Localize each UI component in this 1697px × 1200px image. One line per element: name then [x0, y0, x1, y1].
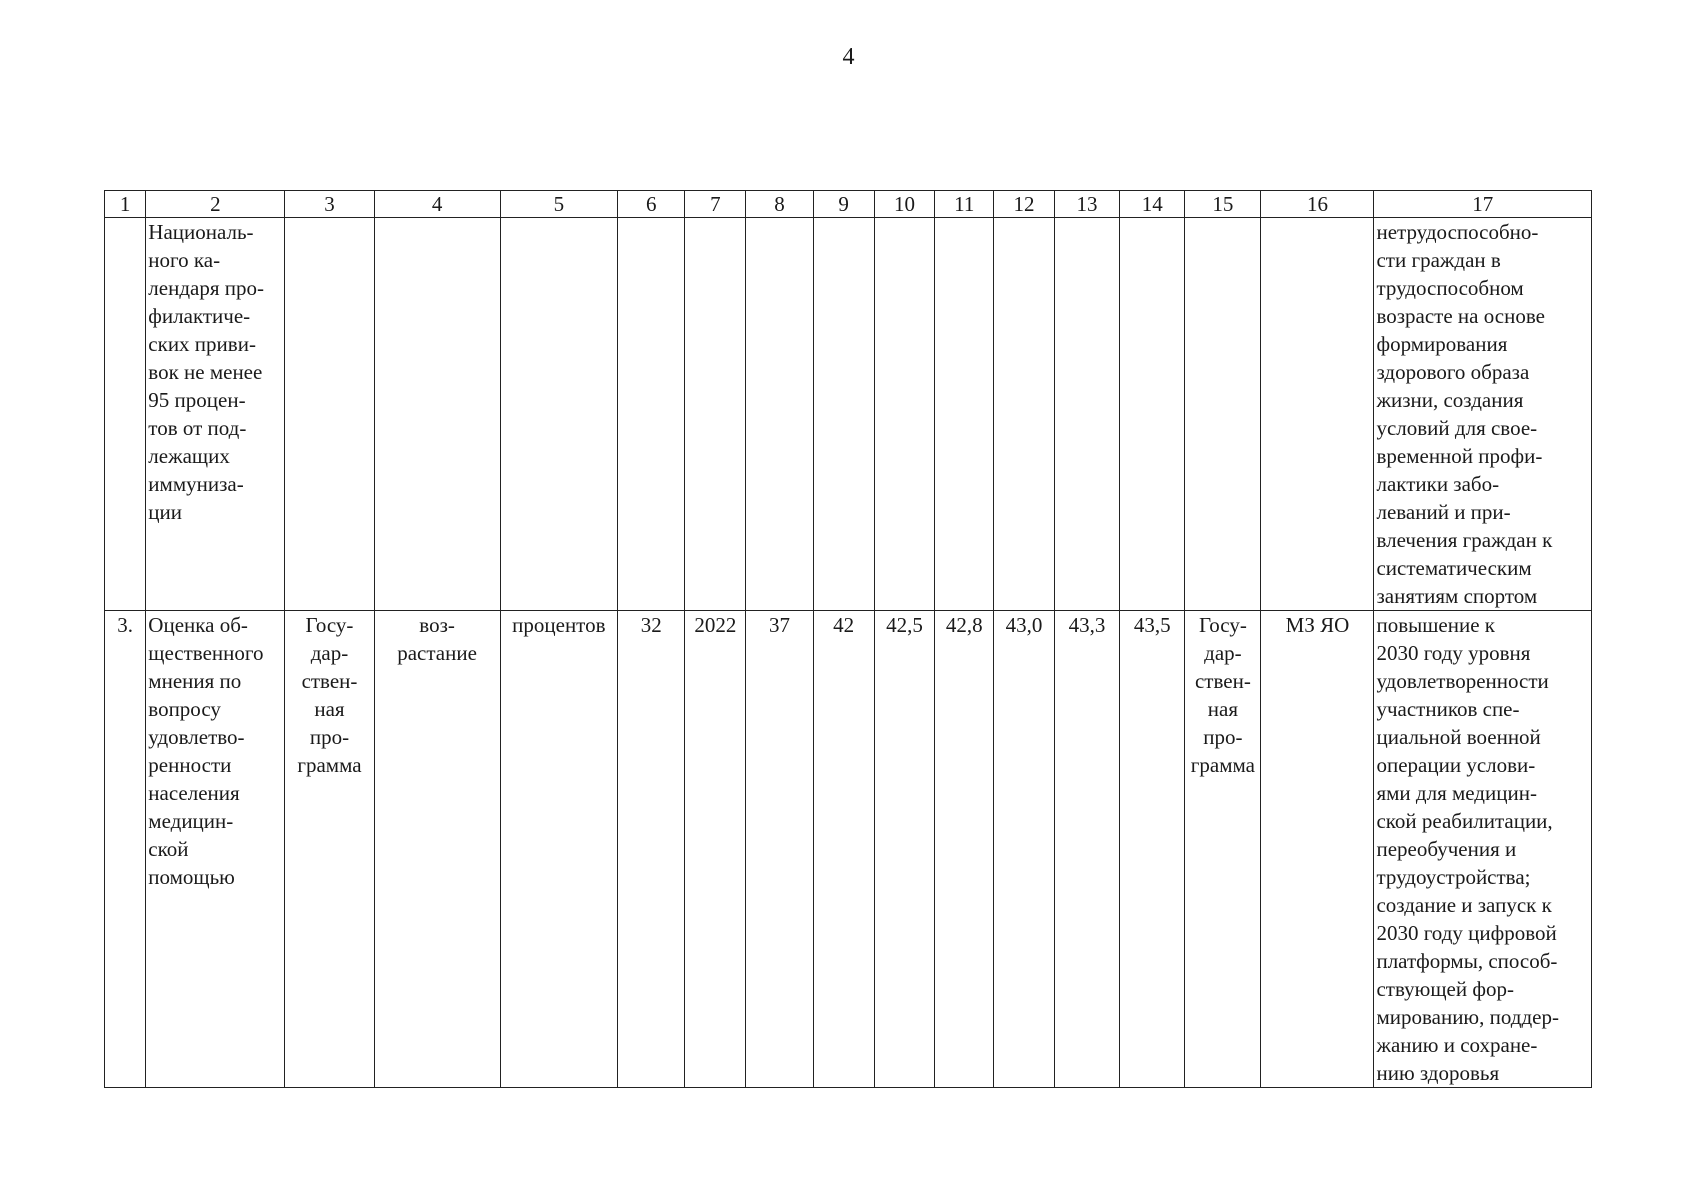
table-row [105, 611, 1592, 1088]
table-cell [874, 218, 935, 611]
column-header: 13 [1054, 191, 1119, 218]
value-cell: 43,0 [994, 611, 1055, 1088]
column-header: 12 [994, 191, 1055, 218]
table-cell [285, 218, 374, 611]
column-header: 10 [874, 191, 935, 218]
value-cell: 42,8 [935, 611, 994, 1088]
indicator-name-cell: Националь- ного ка- лендаря про- филактиче- ских приви- вок не менее 95 процен- тов от под- лежащих иммуниза- ции [146, 218, 285, 611]
table-cell [500, 218, 617, 611]
table-cell [1120, 218, 1185, 611]
column-header: 4 [374, 191, 500, 218]
table-cell [813, 218, 874, 611]
trend-cell: воз- растание [374, 611, 500, 1088]
table-cell [935, 218, 994, 611]
column-header: 1 [105, 191, 146, 218]
column-header: 11 [935, 191, 994, 218]
column-header: 9 [813, 191, 874, 218]
table-cell [105, 218, 146, 611]
column-header: 7 [685, 191, 746, 218]
column-header: 6 [618, 191, 685, 218]
goal-description-cell: нетрудоспособно- сти граждан в трудоспособном возрасте на основе формирования здорового образа жизни, создания условий для свое- временной профи- лактики забо- леваний и при- влечения граждан к систематическим занятиям спортом [1374, 218, 1592, 611]
unit-cell: процентов [500, 611, 617, 1088]
column-header: 17 [1374, 191, 1592, 218]
column-header: 16 [1261, 191, 1374, 218]
table-cell [746, 218, 813, 611]
base-year-cell: 2022 [685, 611, 746, 1088]
row-number-cell: 3. [105, 611, 146, 1088]
value-cell: 43,5 [1120, 611, 1185, 1088]
table-row [105, 218, 1592, 611]
column-header: 15 [1185, 191, 1261, 218]
indicator-name-cell: Оценка об- щественного мнения по вопросу удовлетво- ренности населения медицин- ской помощью [146, 611, 285, 1088]
table-cell [1261, 218, 1374, 611]
page-number: 4 [842, 44, 855, 70]
level-cell: Госу- дар- ствен- ная про- грамма [285, 611, 374, 1088]
indicator-table [104, 190, 1592, 1088]
table-cell [685, 218, 746, 611]
table-cell [994, 218, 1055, 611]
value-cell: 42 [813, 611, 874, 1088]
base-value-cell: 32 [618, 611, 685, 1088]
value-cell: 37 [746, 611, 813, 1088]
column-header: 2 [146, 191, 285, 218]
column-header: 3 [285, 191, 374, 218]
goal-description-cell: повышение к 2030 году уровня удовлетворенности участников спе- циальной военной операции услови- ями для медицин- ской реабилитации, переобучения и трудоустройства; создание и запуск к 2030 году цифровой платформы, способ- ствующей фор- мированию, поддер- жанию и сохране- нию здоровья [1374, 611, 1592, 1088]
table-cell [374, 218, 500, 611]
table-cell [618, 218, 685, 611]
table-cell [1054, 218, 1119, 611]
column-number-row [105, 191, 1592, 218]
column-header: 5 [500, 191, 617, 218]
column-header: 8 [746, 191, 813, 218]
column-header: 14 [1120, 191, 1185, 218]
table-cell [1185, 218, 1261, 611]
responsible-cell: МЗ ЯО [1261, 611, 1374, 1088]
value-cell: 43,3 [1054, 611, 1119, 1088]
document-cell: Госу- дар- ствен- ная про- грамма [1185, 611, 1261, 1088]
value-cell: 42,5 [874, 611, 935, 1088]
